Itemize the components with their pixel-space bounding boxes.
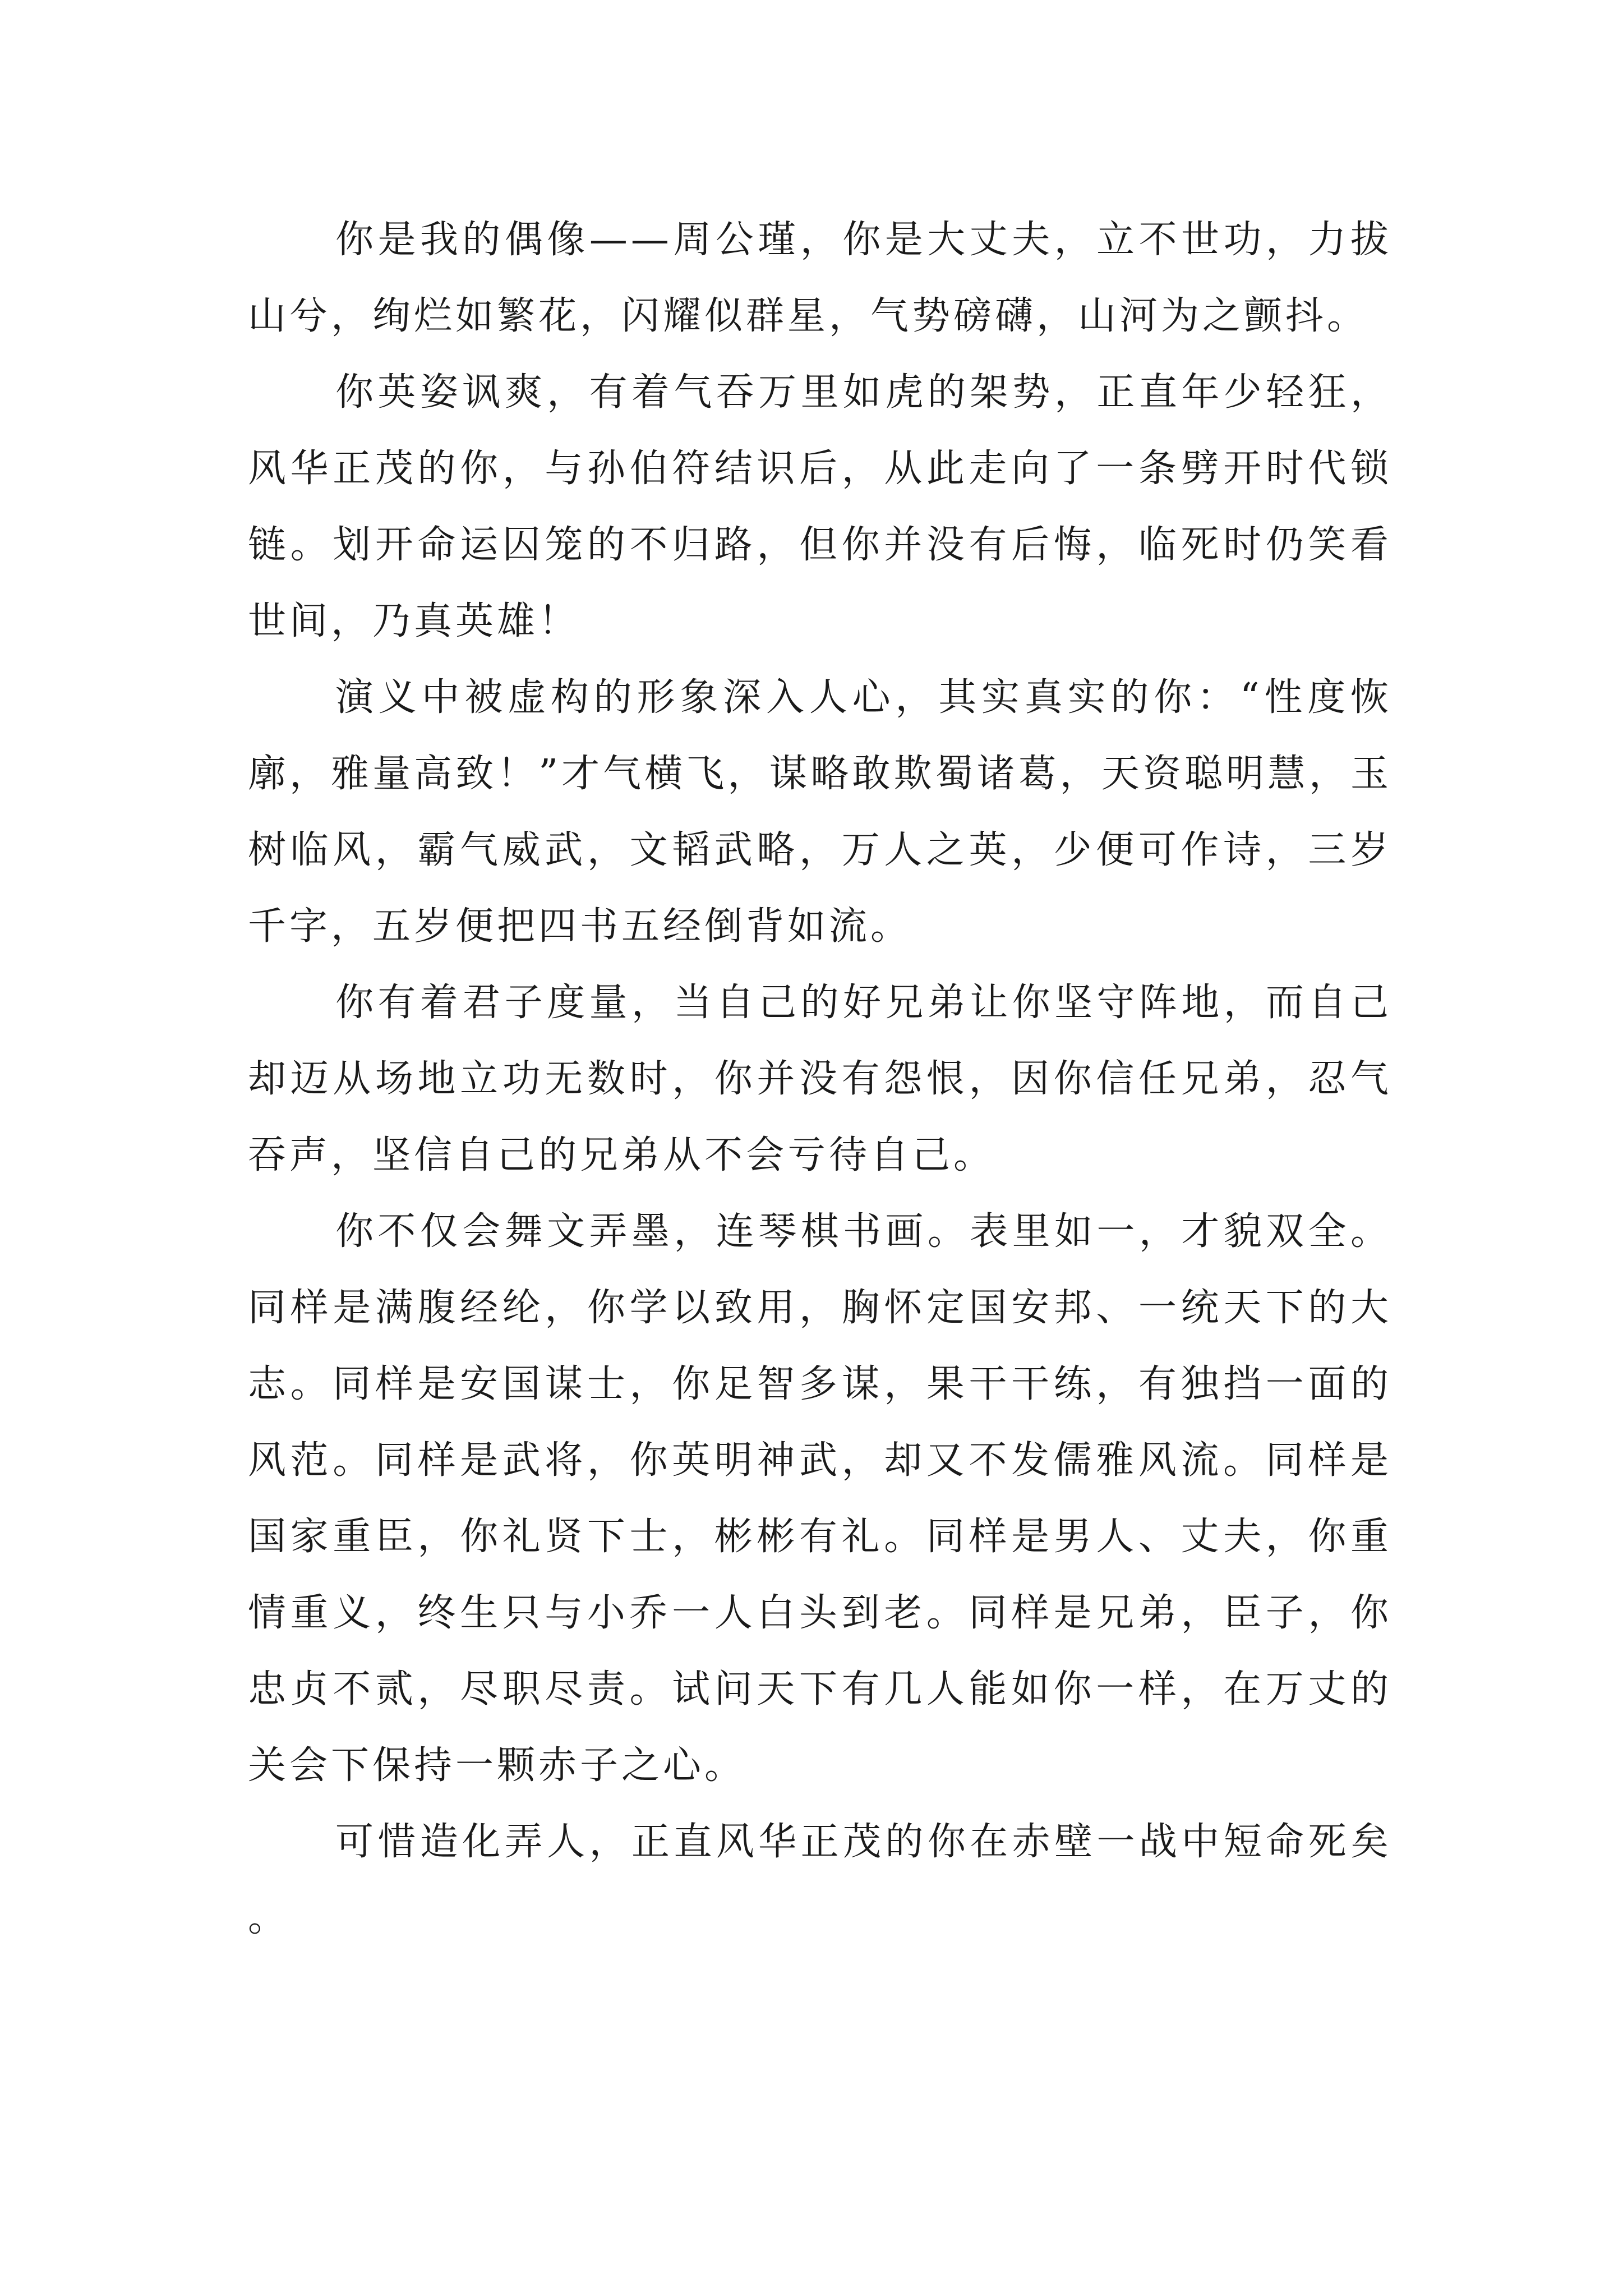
paragraph-1: 你是我的偶像——周公瑾，你是大丈夫，立不世功，力拔山兮，绚烂如繁花，闪耀似群星，气势磅礴，山河为之颤抖。 bbox=[248, 218, 1392, 338]
document-body bbox=[248, 202, 1392, 1957]
paragraph-3: 演义中被虚构的形象深入人心，其实真实的你：“性度恢廓，雅量高致！”才气横飞，谋略敢欺蜀诸葛，天资聪明慧，玉树临风，霸气威武，文韬武略，万人之英，少便可作诗，三岁千字，五岁便把四书五经倒背如流。 bbox=[248, 675, 1393, 949]
paragraph-2: 你英姿讽爽，有着气吞万里如虎的架势，正直年少轻狂，风华正茂的你，与孙伯符结识后，从此走向了一条劈开时代锁链。划开命运囚笼的不归路，但你并没有后悔，临死时仍笑看世间，乃真英雄！ bbox=[248, 370, 1392, 643]
paragraph-5: 你不仅会舞文弄墨，连琴棋书画。表里如一，才貌双全。同样是满腹经纶，你学以致用，胸怀定国安邦、一统天下的大志。同样是安国谋士，你足智多谋，果干干练，有独挡一面的风范。同样是武将，你英明神武，却又不发儒雅风流。同样是国家重臣，你礼贤下士，彬彬有礼。同样是男人、丈夫，你重情重义，终生只与小乔一人白头到老。同样是兄弟，臣子，你忠贞不贰，尽职尽责。试问天下有几人能如你一样，在万丈的关会下保持一颗赤子之心。 bbox=[248, 1209, 1392, 1788]
paragraph-6: 可惜造化弄人，正直风华正茂的你在赤壁一战中短命死矣。 bbox=[248, 1820, 1392, 1940]
paragraph-4: 你有着君子度量，当自己的好兄弟让你坚守阵地，而自己却迈从场地立功无数时，你并没有怨恨，因你信任兄弟，忍气吞声，坚信自己的兄弟从不会亏待自己。 bbox=[248, 981, 1392, 1177]
